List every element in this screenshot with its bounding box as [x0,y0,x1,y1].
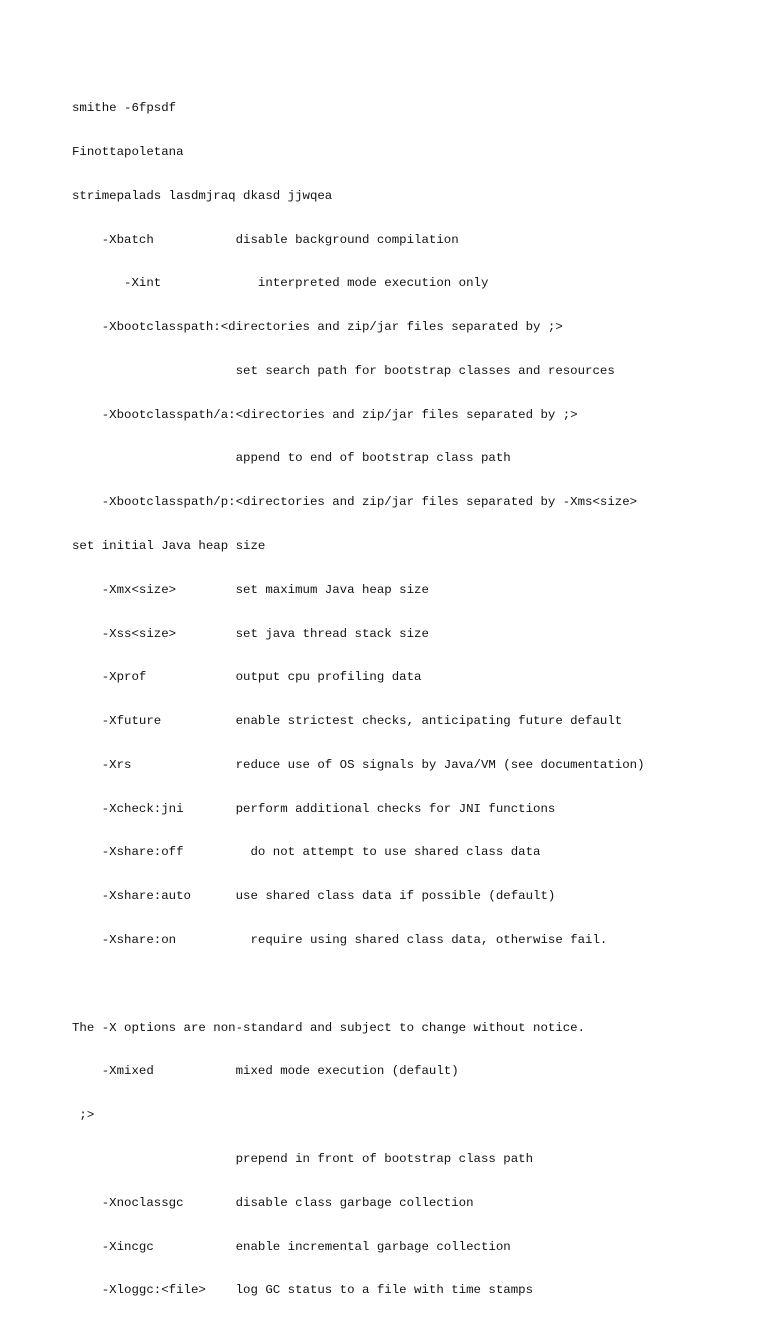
text-line: -Xshare:off do not attempt to use shared class data [72,845,541,860]
document-text [72,72,732,1327]
text-line: -Xbootclasspath:<directories and zip/jar files separated by ;> [72,320,563,335]
text-line: -Xmx<size> set maximum Java heap size [72,582,429,597]
text-line: prepend in front of bootstrap class path [72,1151,534,1166]
text-line: set initial Java heap size [72,539,266,553]
text-line: -Xincgc enable incremental garbage collection [72,1239,511,1254]
text-line: -Xbootclasspath/a:<directories and zip/jar files separated by ;> [72,407,578,422]
text-line: -Xprof output cpu profiling data [72,670,422,685]
text-line: ;> [72,1108,95,1123]
text-line: -Xnoclassgc disable class garbage collection [72,1195,474,1210]
text-line: -Xmixed mixed mode execution (default) [72,1064,459,1079]
blank-line [72,977,732,992]
text-line: -Xbootclasspath/p:<directories and zip/jar files separated by -Xms<size> [72,495,638,510]
text-line: -Xss<size> set java thread stack size [72,626,429,641]
text-line: append to end of bootstrap class path [72,451,511,466]
text-line: -Xshare:auto use shared class data if possible (default) [72,889,556,904]
text-line: -Xint interpreted mode execution only [72,276,489,291]
text-line: smithe -6fpsdf [72,101,177,116]
text-line: -Xbatch disable background compilation [72,232,459,247]
text-line: -Xshare:on require using shared class data, otherwise fail. [72,933,608,948]
text-line: -Xrs reduce use of OS signals by Java/VM (see documentation) [72,757,645,772]
text-line: set search path for bootstrap classes and resources [72,363,615,378]
text-line: strimepalads lasdmjraq dkasd jjwqea [72,188,333,203]
text-line: -Xloggc:<file> log GC status to a file with time stamps [72,1283,534,1298]
text-line: -Xfuture enable strictest checks, anticipating future default [72,714,623,729]
text-line: Finottapoletana [72,144,184,159]
text-line: The -X options are non-standard and subject to change without notice. [72,1020,586,1035]
text-line: -Xcheck:jni perform additional checks for JNI functions [72,801,556,816]
